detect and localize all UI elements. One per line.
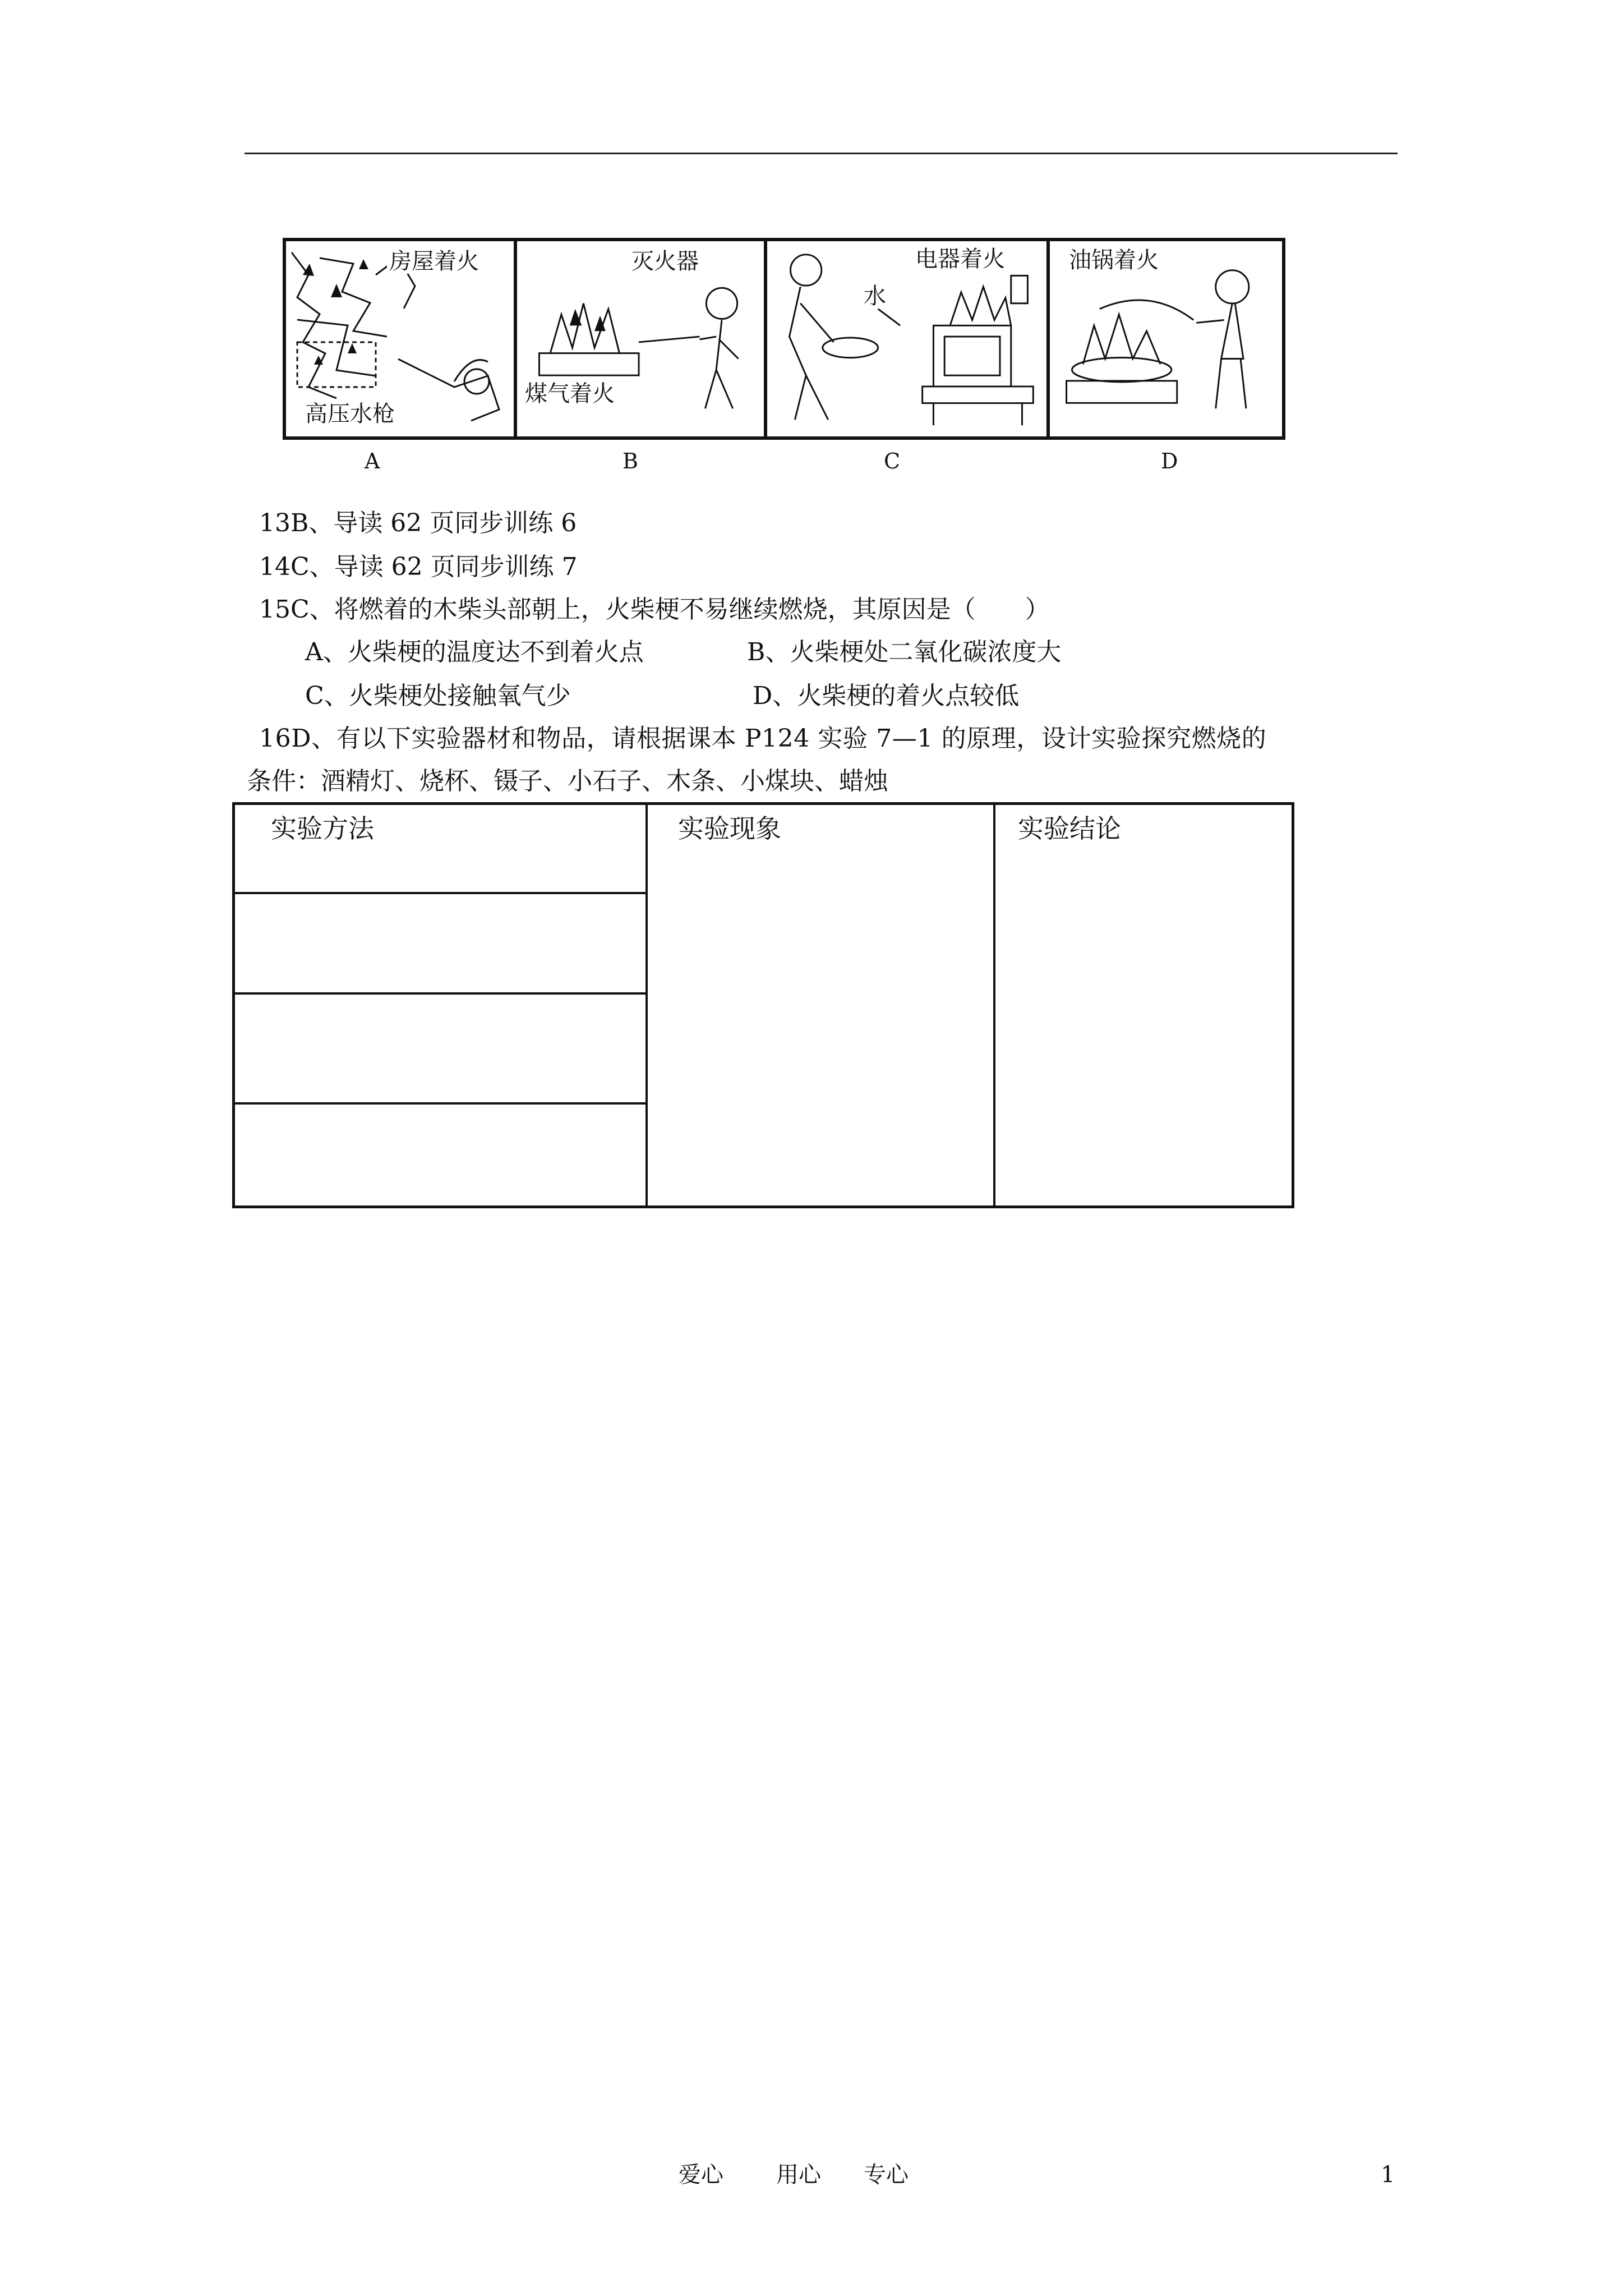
page-number: 1	[1381, 2162, 1395, 2188]
panel-a-caption: 房屋着火	[387, 249, 481, 274]
header-conclusion: 实验结论	[1018, 813, 1121, 844]
panel-b-tool-label: 灭火器	[629, 249, 701, 274]
footer-slogan-2: 用心	[776, 2162, 821, 2188]
panel-b-caption: 煤气着火	[523, 381, 617, 406]
question-15-option-b: B、火柴梗处二氧化碳浓度大	[747, 638, 1062, 666]
panel-c-water-label: 水	[861, 284, 888, 309]
question-14: 14C、导读 62 页同步训练 7	[259, 553, 578, 581]
letter-c: C	[884, 449, 901, 473]
panel-a-house-fire	[286, 241, 514, 436]
experiment-table	[232, 802, 1294, 1208]
footer-slogan-1: 爱心	[679, 2162, 723, 2188]
panel-letters	[283, 449, 1285, 477]
table-row-divider	[235, 992, 648, 995]
table-row-divider	[235, 892, 648, 894]
panel-b-gas-fire	[514, 241, 764, 436]
letter-b: B	[623, 449, 638, 473]
question-15-stem: 15C、将燃着的木柴头部朝上，火柴梗不易继续燃烧，其原因是（ ）	[259, 595, 1050, 624]
panel-d-oil-pan-fire	[1046, 241, 1282, 436]
question-15-option-c: C、火柴梗处接触氧气少	[305, 682, 571, 710]
panel-c-caption: 电器着火	[913, 247, 1007, 272]
header-phenomenon: 实验现象	[678, 813, 781, 844]
letter-d: D	[1161, 449, 1178, 473]
question-15-option-d: D、火柴梗的着火点较低	[753, 682, 1020, 710]
question-16-line-2: 条件：酒精灯、烧杯、镊子、小石子、木条、小煤块、蜡烛	[247, 767, 888, 795]
question-13: 13B、导读 62 页同步训练 6	[259, 509, 577, 537]
fire-scenes-figure	[283, 238, 1285, 440]
letter-a: A	[365, 449, 380, 473]
question-15-option-a: A、火柴梗的温度达不到着火点	[305, 638, 644, 666]
table-row-divider	[235, 1102, 648, 1105]
question-16-line-1: 16D、有以下实验器材和物品，请根据课本 P124 实验 7—1 的原理，设计实验探究燃烧的	[259, 724, 1267, 753]
panel-a-tool-label: 高压水枪	[303, 402, 397, 426]
table-column-divider	[993, 805, 995, 1205]
header-method: 实验方法	[271, 813, 374, 844]
panel-d-caption: 油锅着火	[1067, 248, 1161, 273]
header-rule	[245, 153, 1398, 154]
footer-slogan-3: 专心	[864, 2162, 909, 2188]
table-column-divider	[645, 805, 648, 1205]
panel-c-appliance-fire	[764, 241, 1046, 436]
